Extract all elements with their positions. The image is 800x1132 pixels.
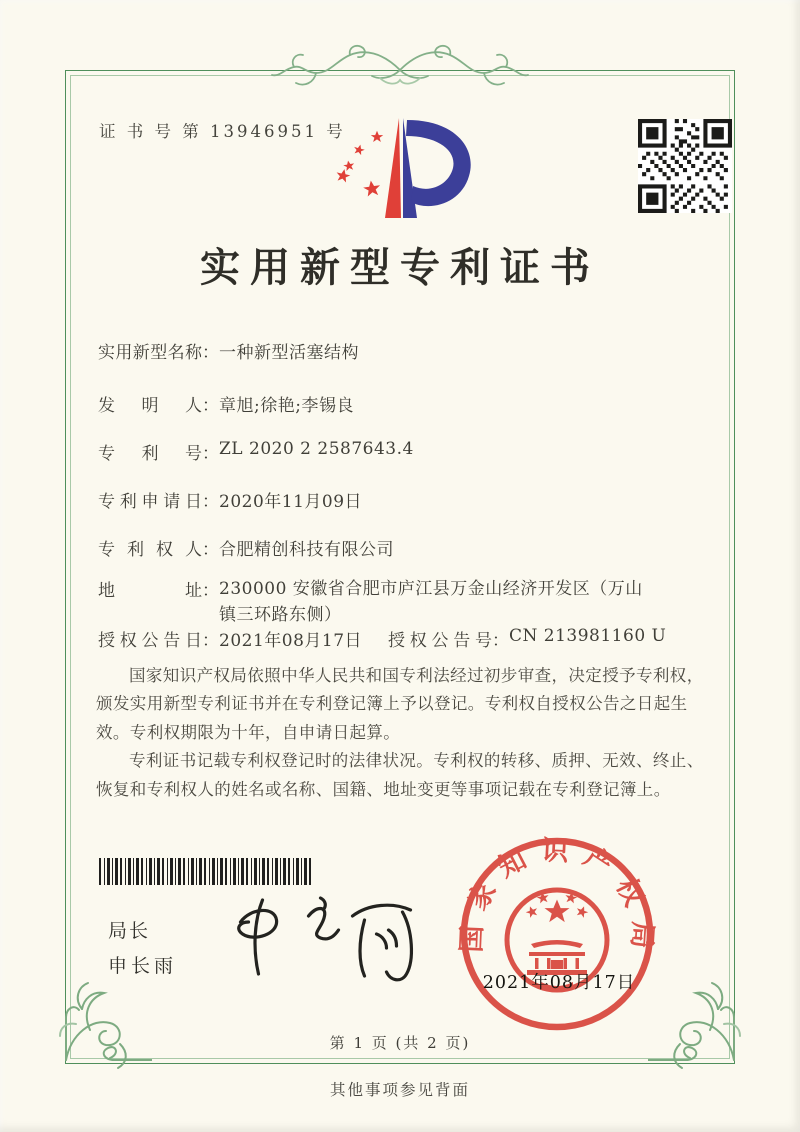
field-value: 2020年11月09日: [219, 492, 363, 512]
director-name: 申长雨: [108, 955, 178, 977]
cnipa-logo-icon: [325, 110, 485, 232]
seal-text: 国家知识产权局: [456, 835, 659, 963]
certificate-number: 证 书 号 第 13946951 号: [99, 122, 346, 141]
field-grant-number: [388, 626, 666, 651]
seal-date: 2021年08月17日: [482, 973, 636, 993]
field-value: 230000 安徽省合肥市庐江县万金山经济开发区（万山镇三环路东侧）: [219, 579, 643, 626]
legal-text-block: [96, 662, 710, 804]
field-colon: ：: [202, 492, 219, 512]
field-patentee: [98, 535, 718, 560]
field-utility-model-name: [98, 338, 718, 363]
certificate-title: 实用新型专利证书: [200, 244, 600, 291]
field-label: 授权公告号: [388, 631, 492, 651]
director-title: 局长: [108, 920, 151, 942]
field-value: 2021年08月17日: [219, 631, 363, 651]
field-label: 地址: [98, 581, 202, 601]
field-label: 授权公告日: [98, 631, 202, 651]
field-value: ZL 2020 2 2587643.4: [219, 439, 414, 459]
field-grant-date: [98, 626, 388, 651]
field-colon: ：: [202, 631, 219, 651]
field-address: [98, 576, 718, 629]
field-grant-row: [98, 626, 718, 651]
field-value: CN 213981160 U: [509, 626, 667, 646]
qr-code-icon: [638, 119, 732, 213]
legal-paragraph-2: 专利证书记载专利权登记时的法律状况。专利权的转移、质押、无效、终止、恢复和专利权人的姓名或名称、国籍、地址变更等事项记载在专利登记簿上。: [96, 751, 704, 799]
handwritten-signature-icon: [222, 886, 427, 986]
field-inventors: [98, 391, 718, 416]
field-patent-number: [98, 439, 718, 464]
page-number: 第 1 页 (共 2 页): [329, 1034, 471, 1052]
field-colon: ：: [202, 343, 219, 363]
field-value: 章旭;徐艳;李锡良: [219, 396, 354, 416]
barcode: [99, 858, 312, 885]
field-label: 发明人: [98, 396, 202, 416]
field-label: 实用新型名称: [98, 343, 202, 363]
field-value: 合肥精创科技有限公司: [219, 540, 394, 560]
field-label: 专利号: [98, 444, 202, 464]
back-note: 其他事项参见背面: [329, 1081, 470, 1099]
legal-paragraph-1: 国家知识产权局依照中华人民共和国专利法经过初步审查，决定授予专利权，颁发实用新型专利证书并在专利登记簿上予以登记。专利权自授权公告之日起生效。专利权期限为十年，自申请日起算。: [96, 666, 704, 742]
field-colon: ：: [202, 540, 219, 560]
field-filing-date: [98, 487, 718, 512]
field-label: 专利权人: [98, 540, 202, 560]
field-colon: ：: [202, 444, 219, 464]
field-colon: ：: [202, 581, 219, 601]
cnipa-seal: [455, 832, 660, 1037]
field-colon: ：: [492, 631, 509, 651]
field-label: 专利申请日: [98, 492, 202, 512]
field-value: 一种新型活塞结构: [219, 343, 359, 363]
field-colon: ：: [202, 396, 219, 416]
